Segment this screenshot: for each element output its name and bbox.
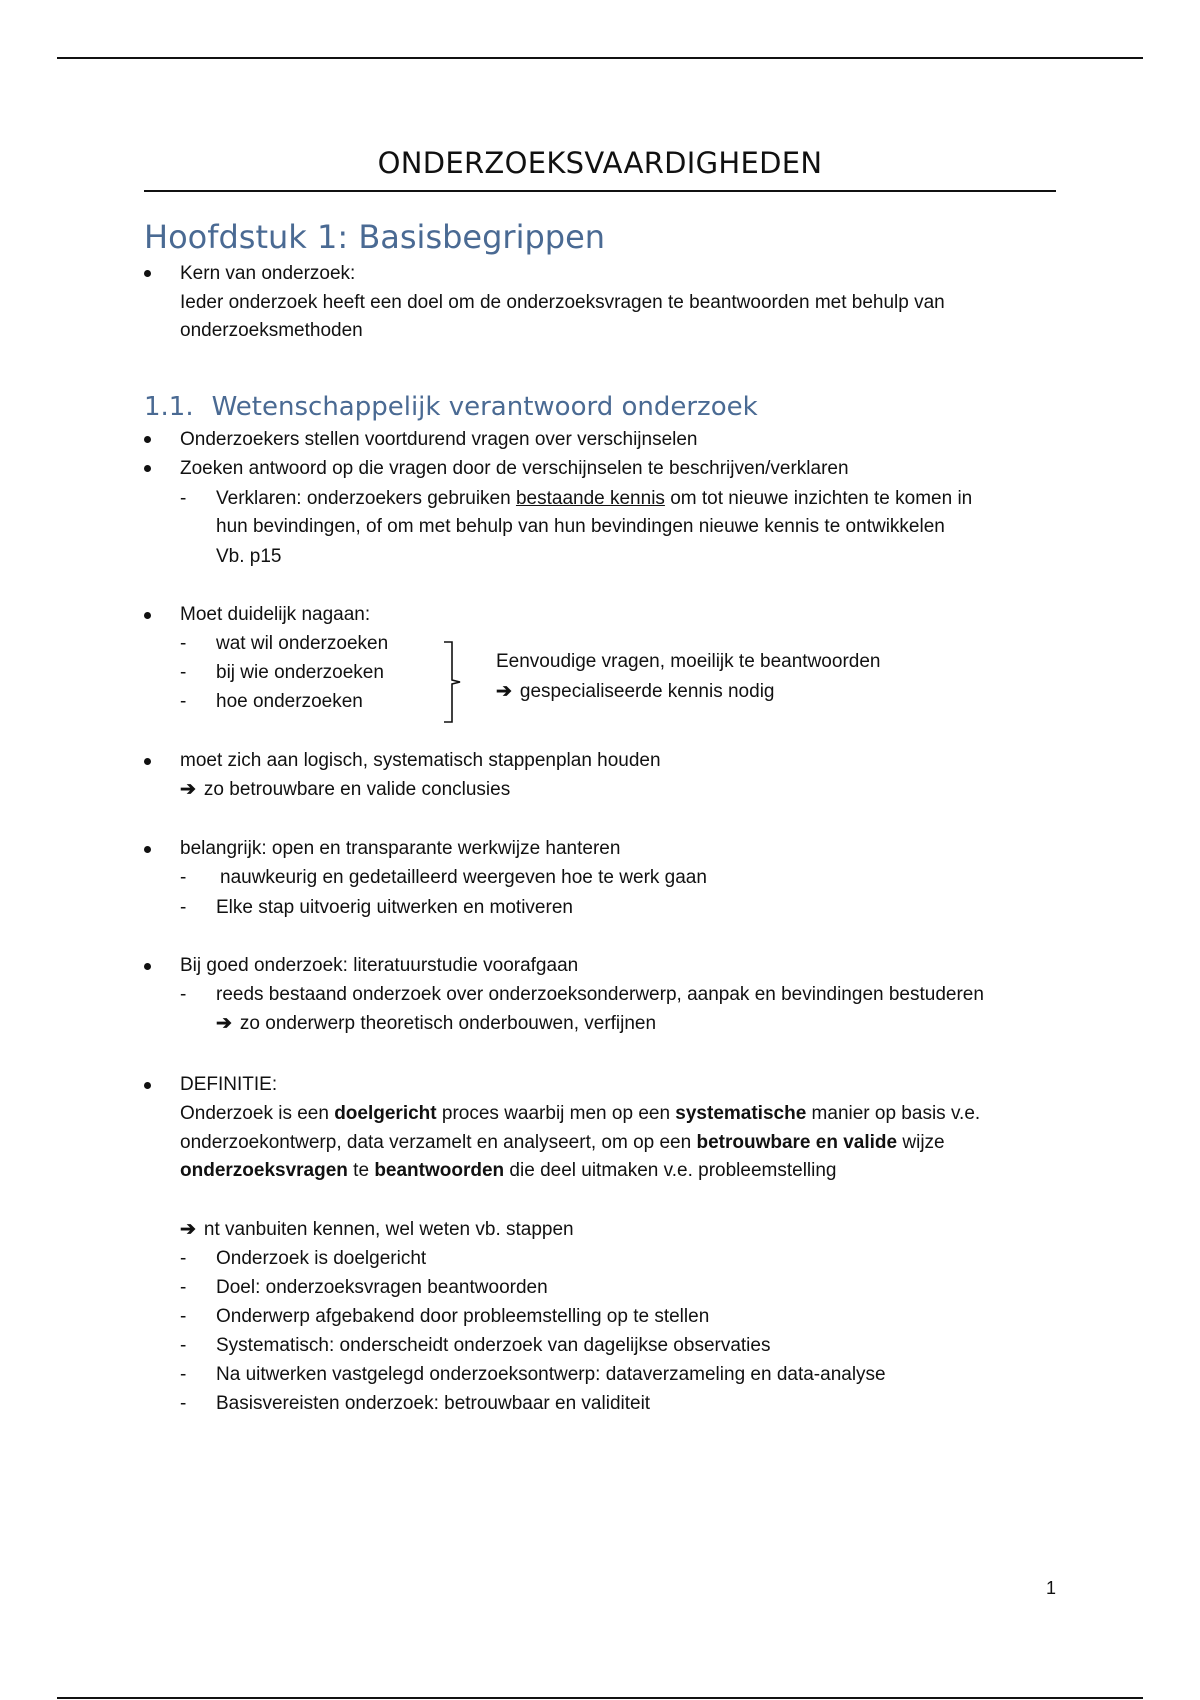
bracket-note [496, 680, 774, 704]
arrow-line-text: nt vanbuiten kennen, wel weten vb. stappen [203, 1219, 574, 1240]
sub-item-text: Verklaren: onderzoekers gebruiken [216, 488, 516, 509]
sub-item-line: hun bevindingen, of om met behulp van hun bevindingen nieuwe kennis te ontwikkelen [216, 516, 945, 537]
section-number: 1.1. [144, 392, 194, 422]
sub-item: hoe onderzoeken [216, 691, 363, 712]
arrow-icon: ➔ [180, 1219, 196, 1240]
sub-item: Elke stap uitvoerig uitwerken en motiveren [216, 897, 573, 918]
sub-item: Onderzoek is doelgericht [216, 1248, 427, 1269]
intro-line: onderzoeksmethoden [180, 320, 363, 341]
definition-text: Onderzoek is een [180, 1103, 335, 1124]
dash-icon: - [180, 1277, 187, 1298]
dash-icon: - [180, 691, 187, 712]
bullet-icon [144, 1082, 151, 1089]
arrow-icon: ➔ [216, 1013, 232, 1034]
bracket-note: Eenvoudige vragen, moeilijk te beantwoorden [496, 651, 881, 672]
dash-icon: - [180, 1306, 187, 1327]
arrow-line-text: zo betrouwbare en valide conclusies [203, 779, 511, 800]
list-item: belangrijk: open en transparante werkwijze hanteren [180, 838, 621, 859]
definition-text: wijze [897, 1132, 945, 1153]
bullet-icon [144, 846, 151, 853]
dash-icon: - [180, 488, 187, 509]
definition-line [180, 1131, 945, 1155]
list-item: moet zich aan logisch, systematisch stappenplan houden [180, 750, 661, 771]
definition-line [180, 1102, 980, 1126]
definition-keyword: systematische [675, 1103, 807, 1124]
section-heading [144, 392, 758, 422]
page-bottom-rule [57, 1697, 1143, 1699]
sub-item: nauwkeurig en gedetailleerd weergeven hoe te werk gaan [220, 867, 707, 888]
definition-text: die deel uitmaken v.e. probleemstelling [504, 1160, 837, 1181]
bullet-icon [144, 270, 151, 277]
title-underline [144, 190, 1056, 192]
arrow-line [216, 1012, 656, 1036]
sub-item: reeds bestaand onderzoek over onderzoeksonderwerp, aanpak en bevindingen bestuderen [216, 984, 984, 1005]
list-item: Onderzoekers stellen voortdurend vragen over verschijnselen [180, 429, 698, 450]
bracket-note-text: gespecialiseerde kennis nodig [519, 681, 775, 702]
sub-item: wat wil onderzoeken [216, 633, 389, 654]
definition-line [180, 1159, 837, 1183]
sub-item-line: Vb. p15 [216, 546, 282, 567]
sub-item [216, 487, 972, 511]
arrow-icon: ➔ [496, 681, 512, 702]
dash-icon: - [180, 897, 187, 918]
sub-item: Na uitwerken vastgelegd onderzoeksontwerp: dataverzameling en data-analyse [216, 1364, 886, 1385]
page-top-rule [57, 57, 1143, 59]
bullet-icon [144, 465, 151, 472]
section-title: Wetenschappelijk verantwoord onderzoek [211, 392, 758, 422]
arrow-line-text: zo onderwerp theoretisch onderbouwen, verfijnen [239, 1013, 657, 1034]
definition-text: manier op basis v.e. [806, 1103, 981, 1124]
sub-item: Onderwerp afgebakend door probleemstelling op te stellen [216, 1306, 710, 1327]
page-number: 1 [1046, 1578, 1057, 1598]
chapter-heading: Hoofdstuk 1: Basisbegrippen [144, 218, 606, 256]
arrow-line [180, 1218, 574, 1242]
sub-item: Systematisch: onderscheidt onderzoek van dagelijkse observaties [216, 1335, 771, 1356]
definition-keyword: beantwoorden [374, 1160, 505, 1181]
bullet-icon [144, 612, 151, 619]
definition-keyword: doelgericht [334, 1103, 437, 1124]
dash-icon: - [180, 1364, 187, 1385]
dash-icon: - [180, 984, 187, 1005]
intro-label: Kern van onderzoek: [180, 263, 356, 284]
definition-keyword: onderzoeksvragen [180, 1160, 348, 1181]
sub-item: Doel: onderzoeksvragen beantwoorden [216, 1277, 548, 1298]
bullet-icon [144, 436, 151, 443]
dash-icon: - [180, 1248, 187, 1269]
definition-keyword: betrouwbare en valide [696, 1132, 898, 1153]
dash-icon: - [180, 1393, 187, 1414]
document-title: ONDERZOEKSVAARDIGHEDEN [377, 146, 823, 180]
underlined-term: bestaande kennis [515, 488, 665, 509]
sub-item: bij wie onderzoeken [216, 662, 384, 683]
definition-text: proces waarbij men op een [436, 1103, 676, 1124]
intro-line: Ieder onderzoek heeft een doel om de onderzoeksvragen te beantwoorden met behulp van [180, 292, 945, 313]
list-item: Moet duidelijk nagaan: [180, 604, 371, 625]
dash-icon: - [180, 662, 187, 683]
definition-text: onderzoekontwerp, data verzamelt en analyseert, om op een [180, 1132, 697, 1153]
definition-text: te [347, 1160, 375, 1181]
arrow-icon: ➔ [180, 779, 196, 800]
sub-item-text: om tot nieuwe inzichten te komen in [664, 488, 973, 509]
sub-item: Basisvereisten onderzoek: betrouwbaar en validiteit [216, 1393, 651, 1414]
arrow-line [180, 778, 510, 802]
bullet-icon [144, 963, 151, 970]
definition-label: DEFINITIE: [180, 1074, 278, 1095]
dash-icon: - [180, 1335, 187, 1356]
bullet-icon [144, 758, 151, 765]
list-item: Zoeken antwoord op die vragen door de verschijnselen te beschrijven/verklaren [180, 458, 849, 479]
dash-icon: - [180, 867, 187, 888]
dash-icon: - [180, 633, 187, 654]
list-item: Bij goed onderzoek: literatuurstudie voorafgaan [180, 955, 579, 976]
bracket-icon [440, 640, 464, 724]
